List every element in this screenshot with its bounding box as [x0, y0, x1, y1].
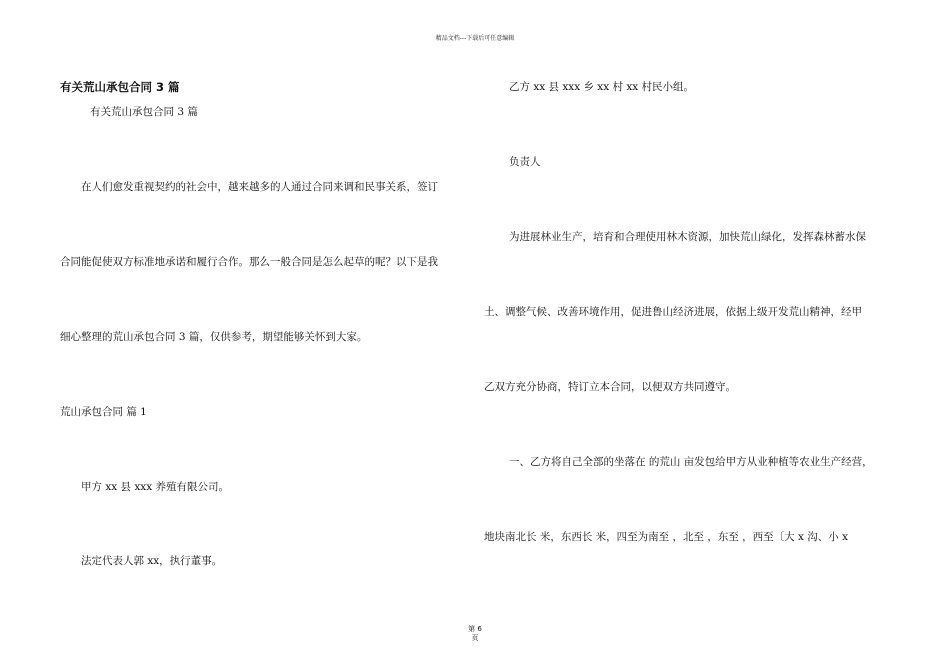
paragraph-line: 在人们愈发重视契约的社会中，越来越多的人通过合同来调和民事关系，签订	[81, 181, 438, 193]
document-title: 有关荒山承包合同 3 篇	[60, 80, 180, 94]
paragraph-line: 合同能促使双方标准地承诺和履行合作。那么一般合同是怎么起草的呢？以下是我	[60, 256, 438, 268]
paragraph-line: 乙方 xx 县 xxx 乡 xx 村 xx 村民小组。	[509, 81, 694, 93]
page-number-line1: 第 6	[468, 625, 482, 633]
page-number	[0, 625, 950, 643]
paragraph-line: 细心整理的荒山承包合同 3 篇，仅供参考，期望能够关怀到大家。	[60, 331, 368, 343]
paragraph-line: 法定代表人郭 xx，执行董事。	[81, 555, 223, 567]
paragraph-line: 为进展林业生产，培育和合理使用林木资源，加快荒山绿化，发挥森林蓄水保	[509, 231, 866, 243]
document-subtitle: 有关荒山承包合同 3 篇	[90, 106, 198, 118]
paragraph-line: 甲方 xx 县 xxx 养殖有限公司。	[81, 481, 229, 493]
section-heading: 荒山承包合同 篇 1	[60, 406, 147, 418]
paragraph-line: 负责人	[509, 156, 541, 168]
paragraph-line: 土、调整气候、改善环境作用，促进鲁山经济进展，依据上级开发荒山精神，经甲	[484, 306, 862, 318]
header-note: 精品文档---下载后可任意编辑	[435, 35, 515, 42]
paragraph-line: 一、乙方将自己全部的坐落在 的荒山 亩发包给甲方从业种植等农业生产经营，	[509, 456, 873, 468]
page-number-line2: 页	[471, 634, 479, 642]
paragraph-line: 地块南北长 米，东西长 米，四至为南至 ，北至 ，东至 ，西至〔大 x 沟、小 x	[484, 531, 849, 543]
paragraph-line: 乙双方充分协商，特订立本合同，以便双方共同遵守。	[484, 381, 736, 393]
